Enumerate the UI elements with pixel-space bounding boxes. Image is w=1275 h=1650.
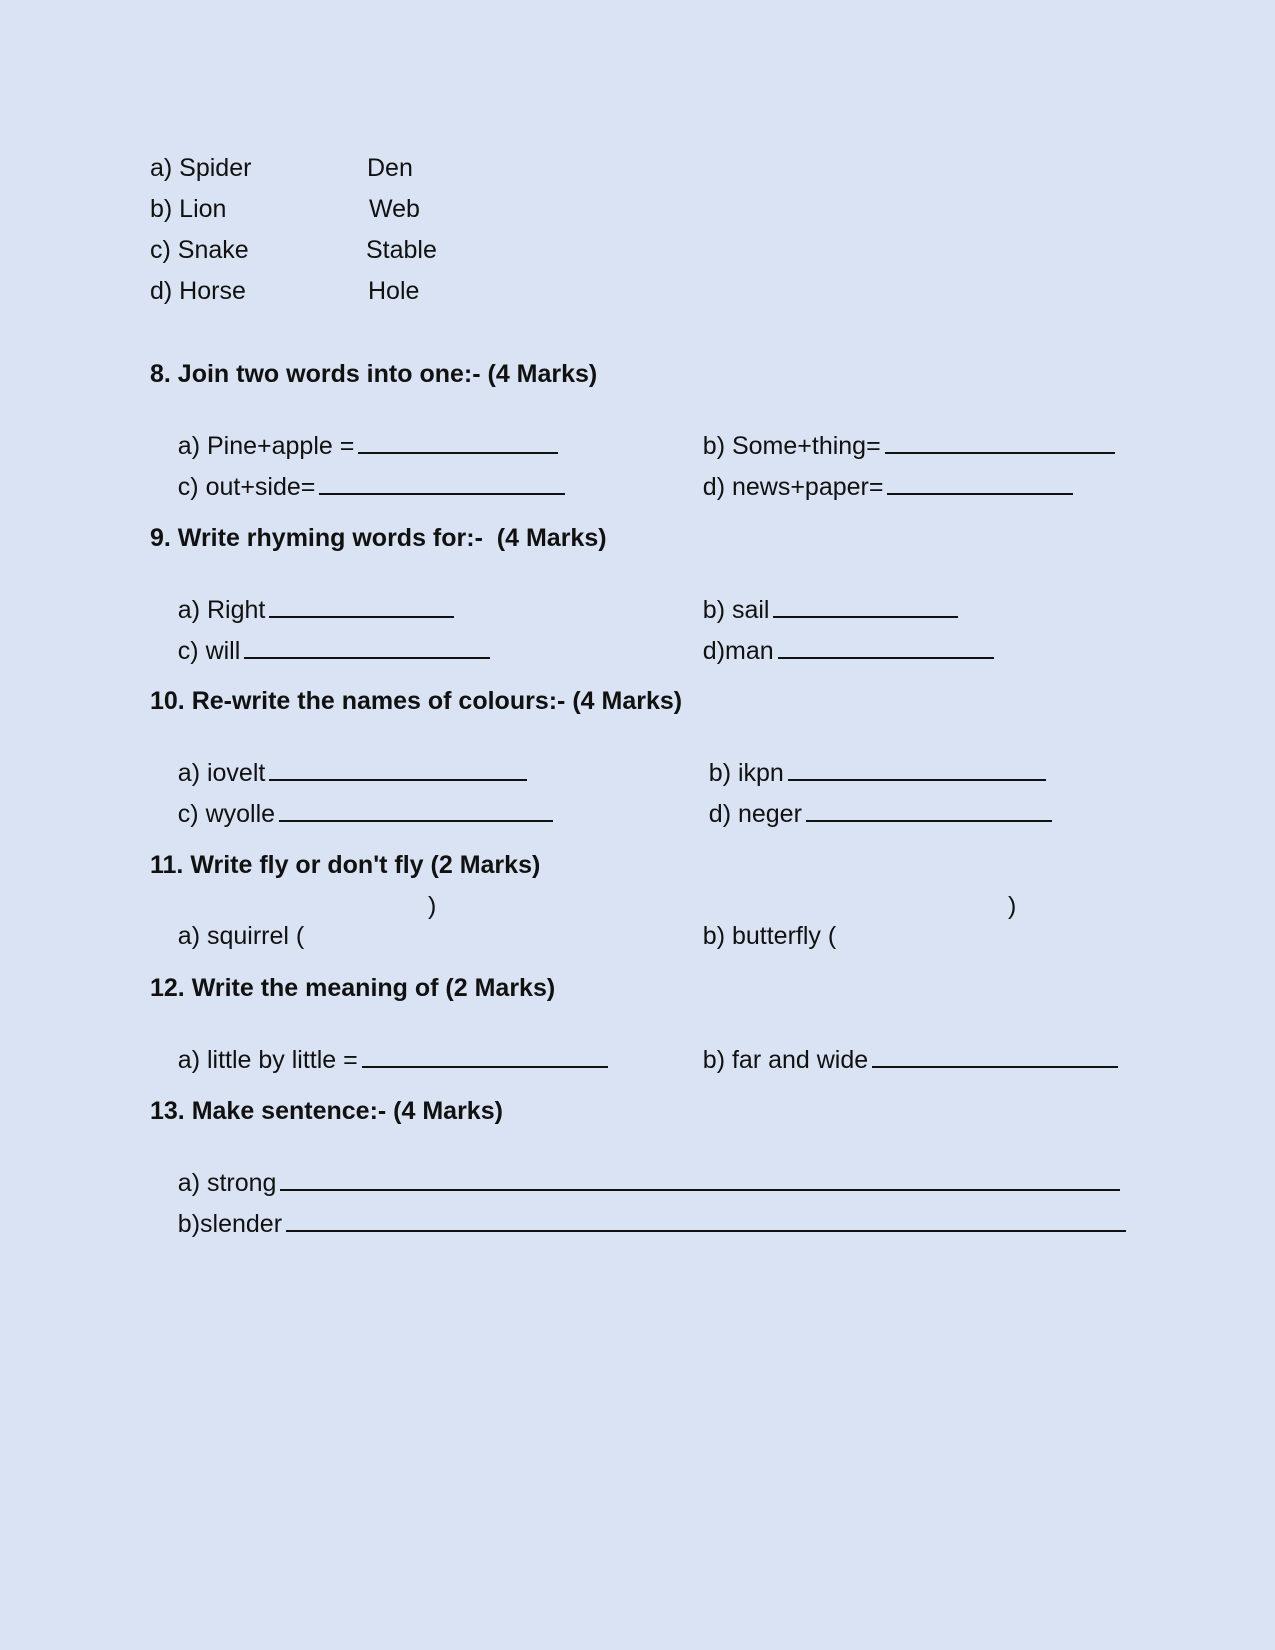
item-label: b) Some+thing= [702,432,881,460]
match-right-item: Hole [368,277,420,305]
match-left-item: a) Spider [150,154,252,182]
item-label: a) Pine+apple = [177,432,355,460]
item-label: d) neger [708,800,802,828]
question-heading: 13. Make sentence:- (4 Marks) [150,1097,503,1125]
item-label: c) wyolle [177,800,276,828]
question-item [150,1178,1126,1269]
question-item [675,605,994,696]
match-right-item: Den [367,154,413,182]
answer-blank[interactable] [279,798,553,822]
question-item [150,1014,608,1105]
answer-blank[interactable] [244,635,490,659]
item-label: b)slender [177,1210,283,1238]
answer-blank[interactable] [806,798,1052,822]
answer-blank[interactable] [319,471,565,495]
match-left-item: c) Snake [150,236,249,264]
match-right-item: Stable [366,236,437,264]
item-label: a) squirrel ( [177,922,305,950]
question-item [675,441,1073,532]
item-label: c) will [177,637,241,665]
question-item [150,441,565,532]
answer-blank[interactable] [778,635,994,659]
answer-blank[interactable] [286,1208,1126,1232]
answer-blank[interactable] [362,1044,608,1068]
match-left-item: b) Lion [150,195,227,223]
question-item [675,1014,1118,1105]
item-label: c) out+side= [177,473,316,501]
question-item [150,605,490,696]
question-heading: 11. Write fly or don't fly (2 Marks) [150,851,541,879]
item-label: a) iovelt [177,759,266,787]
match-right-item: Web [369,195,420,223]
close-paren: ) [428,892,437,920]
question-heading: 12. Write the meaning of (2 Marks) [150,974,556,1002]
question-item [675,891,836,981]
question-heading: 10. Re-write the names of colours:- (4 Marks) [150,687,683,715]
item-label: d)man [702,637,774,665]
answer-blank[interactable] [872,1044,1118,1068]
item-label: a) strong [177,1169,277,1197]
item-label: a) Right [177,596,266,624]
question-heading: 8. Join two words into one:- (4 Marks) [150,360,598,388]
answer-blank[interactable] [887,471,1073,495]
question-item [150,891,304,981]
item-label: b) sail [702,596,770,624]
question-item [681,768,1052,859]
item-label: a) little by little = [177,1046,358,1074]
match-left-item: d) Horse [150,277,246,305]
close-paren: ) [1008,892,1017,920]
item-label: b) ikpn [708,759,784,787]
question-item [150,768,553,859]
question-heading: 9. Write rhyming words for:- (4 Marks) [150,524,607,552]
item-label: b) far and wide [702,1046,869,1074]
item-label: b) butterfly ( [702,922,837,950]
item-label: d) news+paper= [702,473,884,501]
